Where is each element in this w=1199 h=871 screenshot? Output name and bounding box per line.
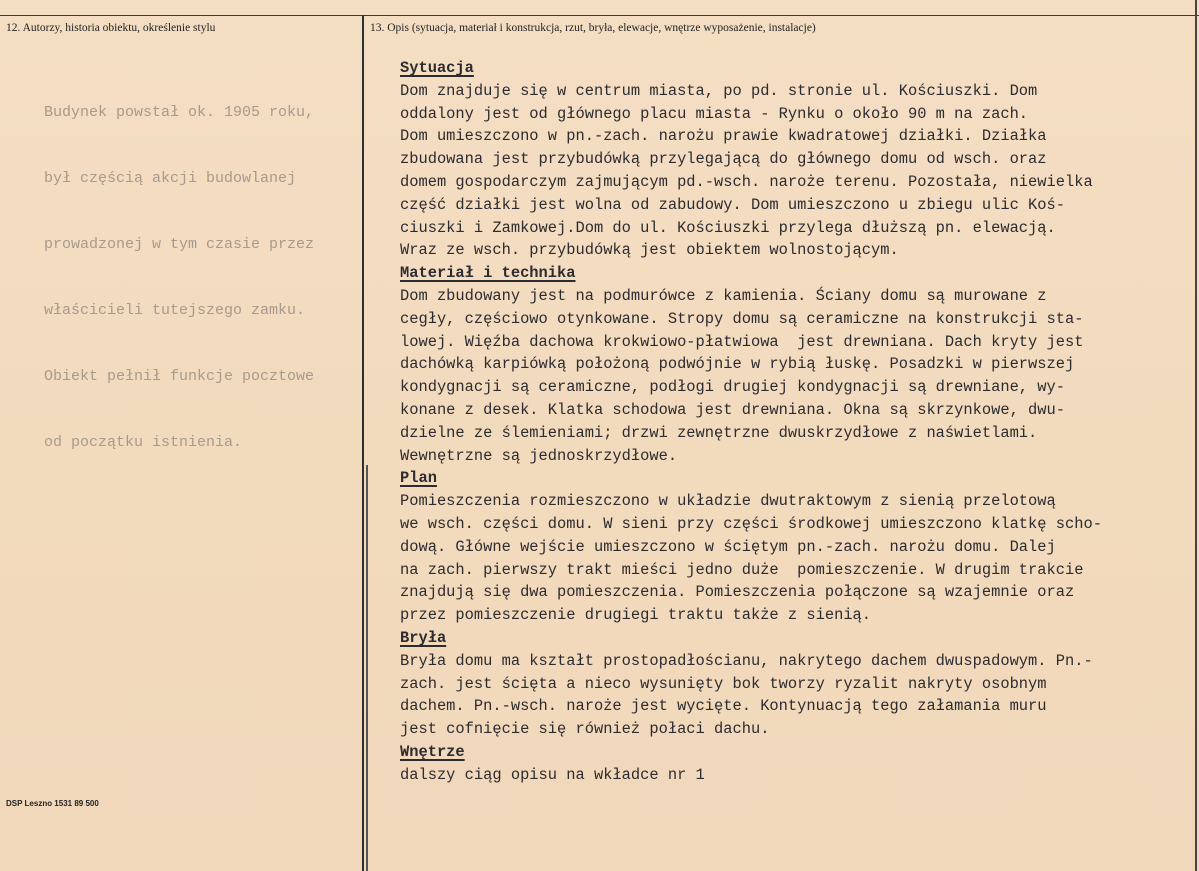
right-border xyxy=(1195,0,1197,871)
description-line: dzielne ze ślemieniami; drzwi zewnętrzne dwuskrzydłowe z naświetlami. xyxy=(400,423,1038,442)
description-line: Dom znajduje się w centrum miasta, po pd. stronie ul. Kościuszki. Dom xyxy=(400,81,1038,100)
description-line: konane z desek. Klatka schodowa jest drewniana. Okna są skrzynkowe, dwu- xyxy=(400,400,1065,419)
description-line: dachem. Pn.-wsch. naroże jest wycięte. Kontynuacją tego załamania muru xyxy=(400,697,1047,716)
top-rule xyxy=(0,15,1199,16)
section-heading: Plan xyxy=(400,469,437,488)
description-line: część działki jest wolna od zabudowy. Dom umieszczono u zbiegu ulic Koś- xyxy=(400,195,1065,214)
section-12-header: 12. Autorzy, historia obiektu, określenie stylu xyxy=(6,22,216,34)
description-line: Wraz ze wsch. przybudówką jest obiektem wolnostojącym. xyxy=(400,241,899,260)
history-line: od początku istnienia. xyxy=(44,434,243,451)
description-line: Bryła domu ma kształt prostopadłościanu, nakrytego dachem dwuspadowym. Pn.- xyxy=(400,651,1093,670)
description-line: Wewnętrzne są jednoskrzydłowe. xyxy=(400,446,678,465)
description-line: Dom zbudowany jest na podmurówce z kamienia. Ściany domu są murowane z xyxy=(400,286,1047,305)
description-line: ciuszki i Zamkowej.Dom do ul. Kościuszki przylega dłuższą pn. elewacją. xyxy=(400,218,1056,237)
description-line: Pomieszczenia rozmieszczono w układzie dwutraktowym z sienią przelotową xyxy=(400,492,1056,511)
description-line: cegły, częściowo otynkowane. Stropy domu są ceramiczne na konstrukcji sta- xyxy=(400,309,1084,328)
description-line: zbudowana jest przybudówką przylegającą do głównego domu od wsch. oraz xyxy=(400,150,1047,169)
section-heading: Wnętrze xyxy=(400,742,465,761)
description-line: jest cofnięcie się również połaci dachu. xyxy=(400,720,770,739)
section-heading: Bryła xyxy=(400,628,447,647)
description-line: lowej. Więźba dachowa krokwiowo-płatwiowa jest drewniana. Dach kryty jest xyxy=(400,332,1084,351)
history-line: Obiekt pełnił funkcje pocztowe xyxy=(44,368,315,385)
description-line: znajdują się dwa pomieszczenia. Pomieszczenia połączone są wzajemnie oraz xyxy=(400,583,1075,602)
column-divider-secondary xyxy=(366,465,368,871)
description-line: oddalony jest od głównego placu miasta - Rynku o około 90 m na zach. xyxy=(400,104,1029,123)
description-line: dalszy ciąg opisu na wkładce nr 1 xyxy=(400,765,705,784)
section-13-text xyxy=(400,57,1190,787)
description-line: we wsch. części domu. W sieni przy części środkowej umieszczono klatkę scho- xyxy=(400,514,1102,533)
description-line: zach. jest ścięta a nieco wysunięty bok tworzy ryzalit nakryty osobnym xyxy=(400,674,1047,693)
description-line: kondygnacji są ceramiczne, podłogi drugiej kondygnacji są drewniane, wy- xyxy=(400,378,1065,397)
section-heading: Materiał i technika xyxy=(400,264,576,283)
column-divider xyxy=(362,15,364,871)
printer-stamp: DSP Leszno 1531 89 500 xyxy=(6,799,99,808)
description-line: Dom umieszczono w pn.-zach. narożu prawie kwadratowej działki. Działka xyxy=(400,127,1047,146)
history-line: właścicieli tutejszego zamku. xyxy=(44,302,306,319)
history-line: prowadzonej w tym czasie przez xyxy=(44,236,315,253)
description-line: domem gospodarczym zajmującym pd.-wsch. naroże terenu. Pozostała, niewielka xyxy=(400,172,1093,191)
history-line: Budynek powstał ok. 1905 roku, xyxy=(44,104,315,121)
description-line: dachówką karpiówką położoną podwójnie w rybią łuskę. Posadzki w pierwszej xyxy=(400,355,1075,374)
description-line: przez pomieszczenie drugiegi traktu także z sienią. xyxy=(400,606,872,625)
section-12-text xyxy=(44,58,359,476)
description-line: dową. Główne wejście umieszczono w ściętym pn.-zach. narożu domu. Dalej xyxy=(400,537,1056,556)
section-heading: Sytuacja xyxy=(400,59,474,77)
history-line: był częścią akcji budowlanej xyxy=(44,170,297,187)
section-13-header: 13. Opis (sytuacja, materiał i konstrukcja, rzut, bryła, elewacje, wnętrze wyposażenie, instalacje) xyxy=(370,22,816,34)
description-line: na zach. pierwszy trakt mieści jedno duże pomieszczenie. W drugim trakcie xyxy=(400,560,1084,579)
